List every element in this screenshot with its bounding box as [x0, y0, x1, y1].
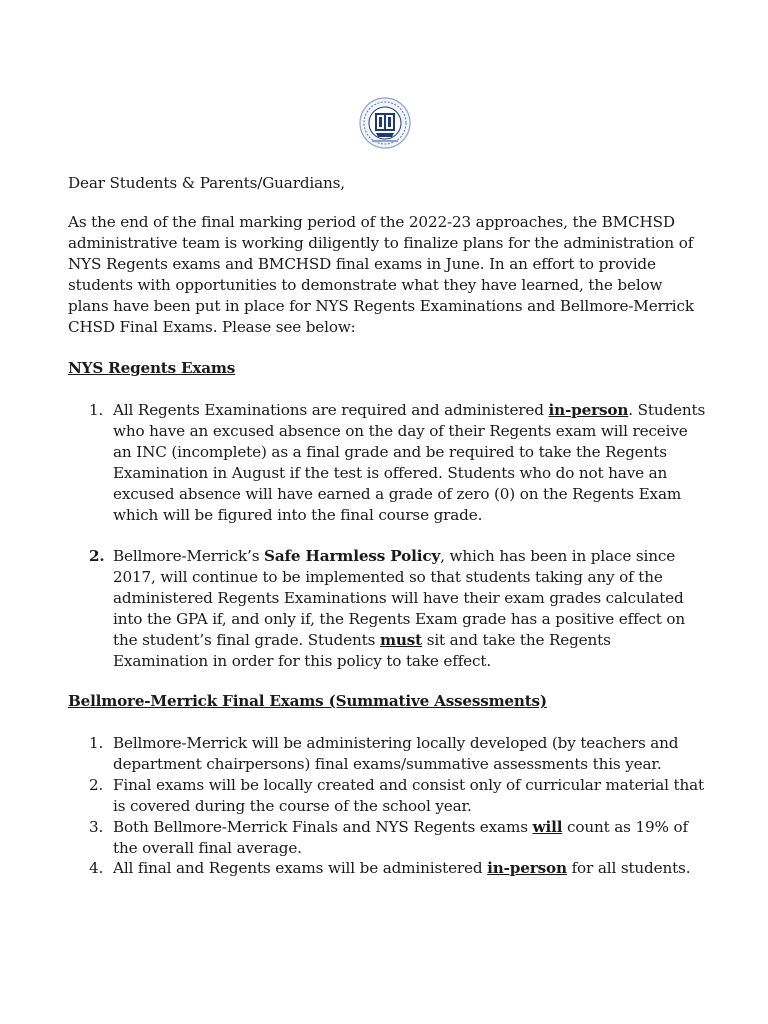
- list-number: 4.: [89, 859, 104, 877]
- item-text: Both Bellmore-Merrick Finals and NYS Regents exams: [113, 818, 533, 836]
- list-number: 1.: [89, 401, 104, 419]
- item-text: count as 19% of the overall final average.: [113, 818, 688, 857]
- item-text: , which has been in place since 2017, will continue to be implemented so that students taking any of the administered Regents Examinations will have their exam grades calculated into the GPA if, and only if, the Regents Exam grade has a positive effect on the student’s final grade. Students: [113, 547, 686, 649]
- school-seal-icon: [358, 96, 412, 150]
- item-text: Bellmore-Merrick’s: [113, 547, 265, 565]
- finals-item-2: [89, 775, 708, 817]
- list-number: 1.: [89, 734, 104, 752]
- emphasis-must: must: [379, 631, 423, 649]
- emphasis-in-person: in-person: [487, 859, 567, 877]
- list-number: 2.: [89, 776, 104, 794]
- greeting: Dear Students & Parents/Guardians,: [68, 174, 345, 192]
- finals-heading: Bellmore-Merrick Final Exams (Summative Assessments): [68, 692, 547, 710]
- item-text: All Regents Examinations are required and administered: [113, 401, 549, 419]
- item-text: sit and take the Regents Examination in order for this policy to take effect.: [113, 631, 611, 670]
- regents-item-1: [89, 400, 708, 526]
- regents-item-2: [89, 546, 708, 672]
- item-text: Bellmore-Merrick will be administering locally developed (by teachers and department chairpersons) final exams/summative assessments this year.: [113, 734, 679, 773]
- emphasis-safe-harmless-policy: Safe Harmless Policy: [264, 547, 441, 565]
- emphasis-will: will: [532, 818, 563, 836]
- item-text: for all students.: [566, 859, 691, 877]
- item-text: . Students who have an excused absence on the day of their Regents exam will receive an INC (incomplete) as a final grade and be required to take the Regents Examination in August if the test is offered. Students who do not have an excused absence will have earned a grade of zero (0) on the Regents Exam which will be figured into the final course grade.: [113, 401, 706, 524]
- emphasis-in-person: in-person: [548, 401, 629, 419]
- finals-item-3: [89, 817, 708, 859]
- finals-item-4: [89, 858, 708, 879]
- list-number: 3.: [89, 818, 104, 836]
- regents-heading: NYS Regents Exams: [68, 359, 236, 377]
- item-text: Final exams will be locally created and consist only of curricular material that is covered during the course of the school year.: [113, 776, 704, 815]
- finals-item-1: [89, 733, 708, 775]
- intro-paragraph: As the end of the final marking period of the 2022-23 approaches, the BMCHSD administrative team is working diligently to finalize plans for the administration of NYS Regents exams and BMCHSD final exams in June. In an effort to provide students with opportunities to demonstrate what they have learned, the below plans have been put in place for NYS Regents Examinations and Bellmore-Merrick CHSD Final Exams. Please see below:: [68, 213, 694, 336]
- item-text: All final and Regents exams will be administered: [113, 859, 488, 877]
- list-number: 2.: [89, 547, 105, 565]
